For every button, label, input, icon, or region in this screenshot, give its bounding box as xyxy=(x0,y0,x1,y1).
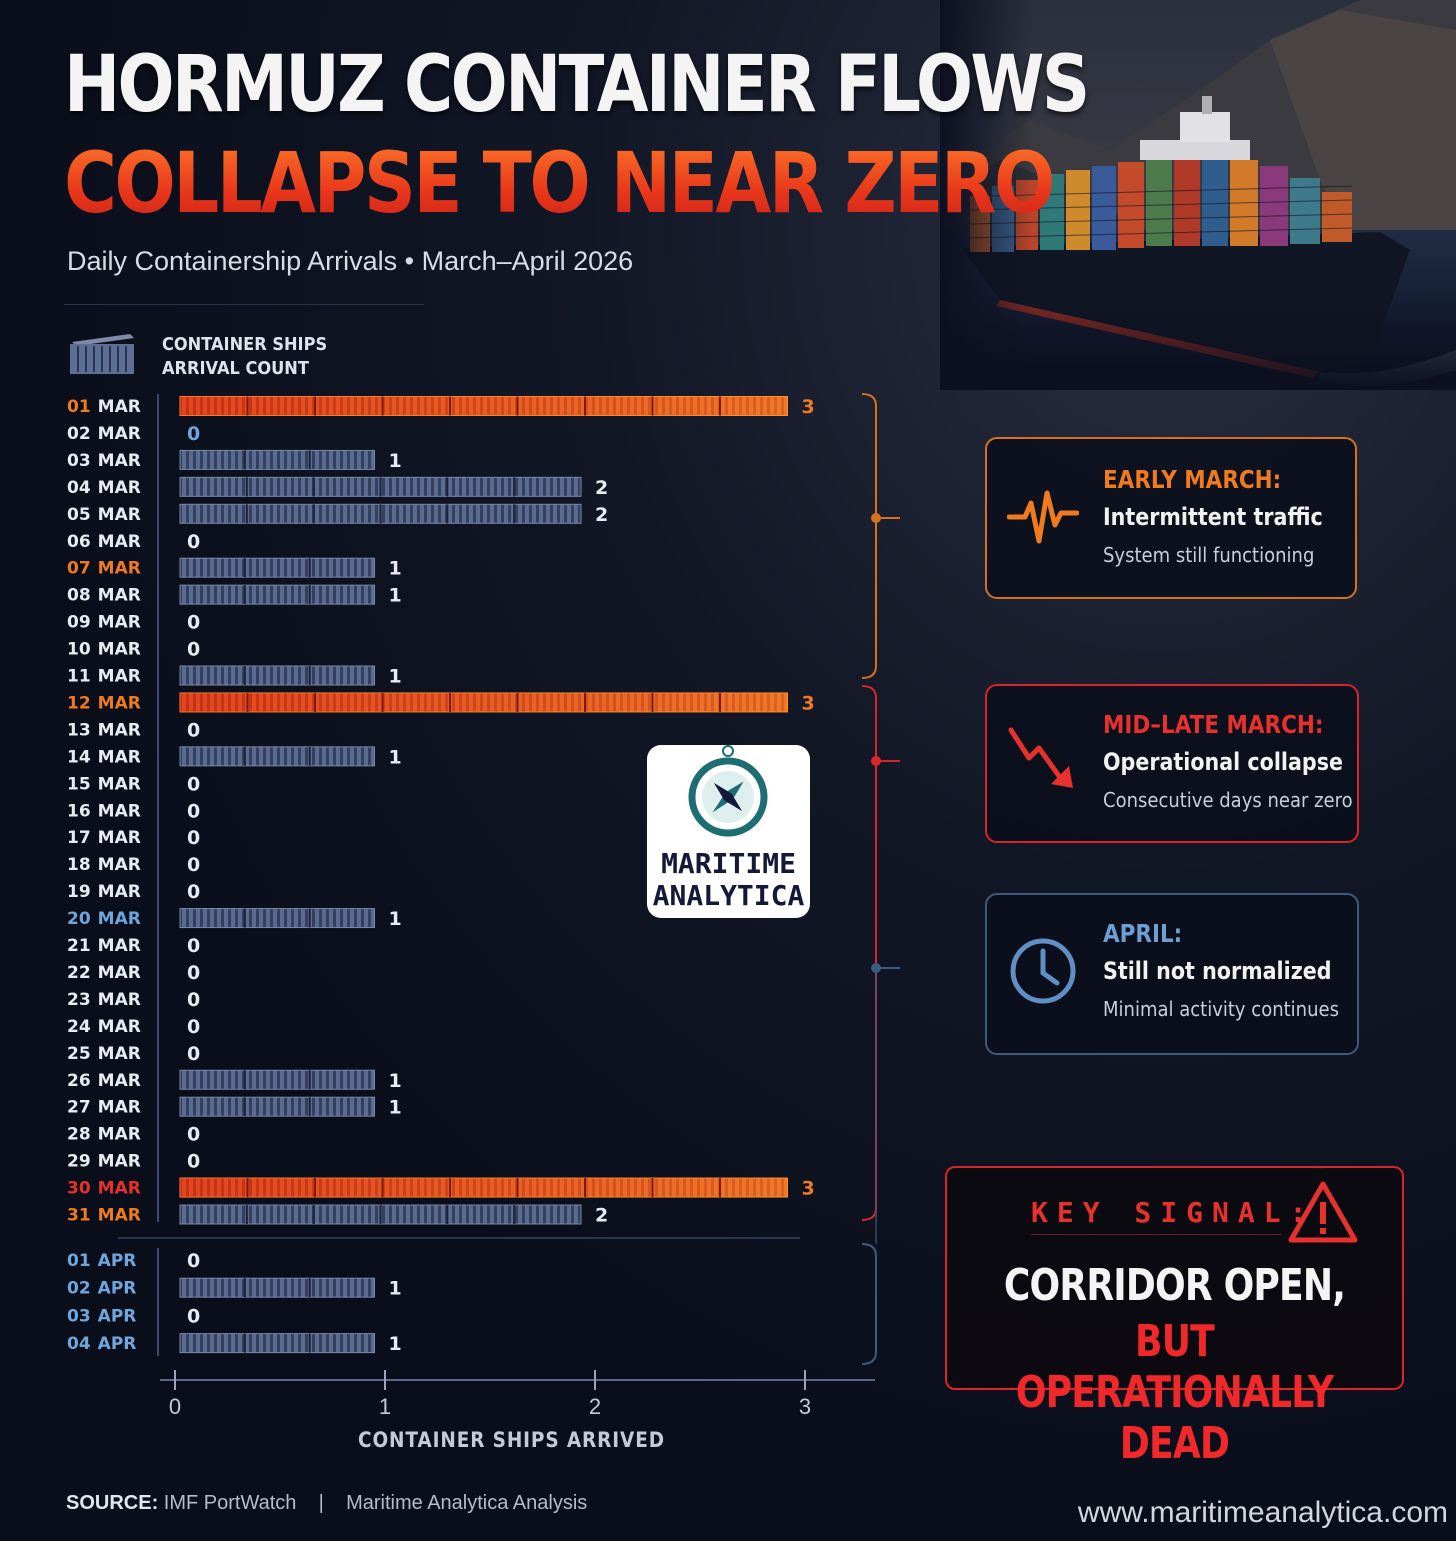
date-month: MAR xyxy=(97,531,141,552)
date-label xyxy=(67,855,141,875)
date-month: MAR xyxy=(97,720,141,741)
maritime-analytica-logo xyxy=(647,745,810,918)
date-day: 06 xyxy=(67,531,91,552)
date-month: MAR xyxy=(97,1205,141,1226)
card-mid-sub: Consecutive days near zero xyxy=(1103,788,1353,812)
date-day: 14 xyxy=(67,747,91,768)
date-label xyxy=(67,424,141,444)
date-month: MAR xyxy=(97,612,141,633)
value-label: 0 xyxy=(187,1123,201,1146)
date-label xyxy=(67,505,141,525)
date-label xyxy=(67,774,141,794)
bar xyxy=(180,1070,375,1089)
card-april-heading: APRIL: xyxy=(1103,919,1183,948)
date-month: MAR xyxy=(97,1016,141,1037)
date-label xyxy=(67,693,141,713)
value-label: 0 xyxy=(187,422,201,445)
date-day: 17 xyxy=(67,828,91,849)
title-line2: COLLAPSE TO NEAR ZERO xyxy=(64,134,1053,232)
trend-down-icon xyxy=(1007,724,1079,794)
date-day: 02 xyxy=(67,423,91,444)
legend-line2: ARRIVAL COUNT xyxy=(162,358,309,379)
source-label: SOURCE: xyxy=(66,1492,159,1514)
card-mid-line: Operational collapse xyxy=(1103,748,1343,776)
source-separator: | xyxy=(318,1492,324,1514)
bar-glow xyxy=(180,397,788,416)
date-label xyxy=(67,963,141,983)
key-signal-rule xyxy=(1031,1234,1281,1235)
value-label: 0 xyxy=(187,1305,201,1328)
date-month: MAR xyxy=(97,666,141,687)
date-day: 04 xyxy=(67,1334,91,1355)
bar xyxy=(180,1278,375,1297)
value-label: 0 xyxy=(187,881,201,904)
value-label: 0 xyxy=(187,935,201,957)
date-label xyxy=(67,747,141,767)
date-label xyxy=(67,667,141,687)
date-label xyxy=(67,478,141,498)
date-day: 19 xyxy=(67,882,91,903)
bar xyxy=(180,666,375,685)
date-day: 30 xyxy=(67,1178,91,1199)
date-day: 12 xyxy=(67,693,91,714)
date-day: 18 xyxy=(67,855,91,876)
value-label: 1 xyxy=(388,746,402,769)
date-month: APR xyxy=(97,1251,137,1271)
date-month: MAR xyxy=(97,585,141,606)
date-day: 16 xyxy=(67,801,91,822)
date-day: 01 xyxy=(67,397,91,417)
date-month: MAR xyxy=(97,882,141,903)
date-label xyxy=(67,1017,141,1037)
date-month: MAR xyxy=(97,936,141,956)
date-month: MAR xyxy=(97,1043,141,1064)
date-month: MAR xyxy=(97,1097,141,1118)
date-label xyxy=(67,882,141,902)
bar xyxy=(180,1097,375,1116)
date-month: APR xyxy=(97,1334,137,1355)
card-april-line: Still not normalized xyxy=(1103,957,1332,985)
date-month: MAR xyxy=(97,909,141,930)
value-label: 0 xyxy=(187,773,201,796)
value-label: 1 xyxy=(388,1096,402,1119)
date-month: MAR xyxy=(97,397,141,417)
date-month: MAR xyxy=(97,423,141,444)
april-bracket xyxy=(862,1244,876,1364)
date-day: 23 xyxy=(67,989,91,1010)
date-month: MAR xyxy=(97,747,141,768)
date-label xyxy=(67,397,141,417)
x-tick-label: 1 xyxy=(378,1394,392,1419)
source-value: IMF PortWatch xyxy=(163,1492,297,1514)
date-month: APR xyxy=(97,1278,137,1299)
date-label xyxy=(67,1306,136,1326)
value-label: 0 xyxy=(187,1015,201,1038)
value-label: 0 xyxy=(187,1042,201,1065)
date-month: MAR xyxy=(97,1151,141,1172)
card-mid-late-march xyxy=(985,684,1359,843)
clock-icon xyxy=(1007,935,1079,1007)
date-month: MAR xyxy=(97,693,141,714)
bar-glow xyxy=(180,693,788,712)
date-label xyxy=(67,559,141,579)
value-label: 0 xyxy=(187,719,201,742)
website-url: www.maritimeanalytica.com xyxy=(1077,1496,1448,1529)
date-day: 21 xyxy=(67,936,91,956)
bar xyxy=(180,909,375,928)
value-label: 1 xyxy=(388,584,402,607)
date-label xyxy=(67,613,141,633)
date-day: 04 xyxy=(67,477,91,498)
date-day: 15 xyxy=(67,774,91,795)
key-signal-line2: BUT OPERATIONALLY DEAD xyxy=(1015,1316,1334,1469)
bar xyxy=(180,747,375,766)
date-day: 24 xyxy=(67,1016,91,1037)
date-label xyxy=(67,532,141,552)
card-mid-heading: MID–LATE MARCH: xyxy=(1103,710,1324,739)
date-month: MAR xyxy=(97,855,141,876)
date-month: MAR xyxy=(97,801,141,822)
date-label xyxy=(67,1334,136,1354)
warning-icon xyxy=(1287,1180,1359,1244)
date-label xyxy=(67,1179,141,1199)
value-label: 2 xyxy=(595,503,609,526)
date-day: 20 xyxy=(67,909,91,930)
mid-bracket xyxy=(862,686,876,1220)
date-day: 05 xyxy=(67,504,91,525)
date-label xyxy=(67,1098,141,1118)
legend-line1: CONTAINER SHIPS xyxy=(162,334,328,355)
subtitle: Daily Containership Arrivals • March–April 2026 xyxy=(67,246,634,276)
date-month: MAR xyxy=(97,774,141,795)
x-tick-label: 0 xyxy=(168,1394,182,1419)
value-label: 1 xyxy=(388,1069,402,1092)
bar xyxy=(180,1334,375,1353)
date-month: MAR xyxy=(97,504,141,525)
value-label: 0 xyxy=(187,611,201,634)
date-month: MAR xyxy=(97,1124,141,1145)
date-label xyxy=(67,1125,141,1145)
bar xyxy=(180,450,375,469)
value-label: 1 xyxy=(388,557,402,580)
card-april xyxy=(985,893,1359,1055)
date-day: 13 xyxy=(67,720,91,741)
date-label xyxy=(67,1279,136,1299)
date-label xyxy=(67,990,141,1010)
value-label: 1 xyxy=(388,665,402,688)
date-label xyxy=(67,801,141,821)
value-label: 0 xyxy=(187,800,201,823)
date-label xyxy=(67,936,141,956)
date-day: 01 xyxy=(67,1251,91,1271)
key-signal-title: KEY SIGNAL: xyxy=(1031,1196,1316,1229)
logo-line1: MARITIME xyxy=(661,847,796,880)
source-analysis: Maritime Analytica Analysis xyxy=(346,1492,588,1514)
date-month: MAR xyxy=(97,962,141,983)
value-label: 0 xyxy=(187,961,201,984)
value-label: 3 xyxy=(801,1177,815,1200)
x-axis-title: CONTAINER SHIPS ARRIVED xyxy=(358,1428,665,1452)
card-early-march xyxy=(985,437,1357,599)
compass-icon xyxy=(647,745,810,855)
key-signal-box xyxy=(945,1166,1404,1469)
date-label xyxy=(67,720,141,740)
date-label xyxy=(67,1071,141,1091)
date-day: 10 xyxy=(67,639,91,660)
date-month: MAR xyxy=(97,477,141,498)
value-label: 0 xyxy=(187,530,201,553)
value-label: 0 xyxy=(187,854,201,877)
value-label: 0 xyxy=(187,827,201,850)
date-day: 09 xyxy=(67,612,91,633)
date-day: 29 xyxy=(67,1151,91,1172)
value-label: 2 xyxy=(595,476,609,499)
date-day: 27 xyxy=(67,1097,91,1118)
value-label: 2 xyxy=(595,1204,609,1227)
bar xyxy=(180,558,375,577)
card-april-sub: Minimal activity continues xyxy=(1103,997,1339,1021)
value-label: 3 xyxy=(801,396,815,418)
date-day: 11 xyxy=(67,666,91,687)
date-day: 28 xyxy=(67,1124,91,1145)
value-label: 1 xyxy=(388,908,402,931)
date-label xyxy=(67,909,141,929)
x-tick-label: 2 xyxy=(588,1394,602,1419)
date-day: 26 xyxy=(67,1070,91,1091)
x-tick-label: 3 xyxy=(798,1394,812,1419)
date-day: 03 xyxy=(67,1306,91,1327)
date-day: 07 xyxy=(67,558,91,579)
value-label: 1 xyxy=(388,449,402,472)
date-label xyxy=(67,640,141,660)
date-month: APR xyxy=(97,1306,137,1327)
value-label: 0 xyxy=(187,1250,201,1272)
key-signal-line1: CORRIDOR OPEN, xyxy=(1003,1260,1346,1311)
bar-glow xyxy=(180,1178,788,1197)
date-month: MAR xyxy=(97,828,141,849)
date-label xyxy=(67,1251,136,1271)
date-day: 31 xyxy=(67,1205,91,1226)
bar xyxy=(180,585,375,604)
value-label: 0 xyxy=(187,1150,201,1173)
date-day: 22 xyxy=(67,962,91,983)
date-day: 03 xyxy=(67,450,91,471)
date-label xyxy=(67,1152,141,1172)
card-early-sub: System still functioning xyxy=(1103,543,1315,567)
logo-line2: ANALYTICA xyxy=(652,879,805,912)
date-label xyxy=(67,1044,141,1064)
date-month: MAR xyxy=(97,639,141,660)
date-month: MAR xyxy=(97,1178,141,1199)
source-line xyxy=(66,1492,587,1515)
date-month: MAR xyxy=(97,989,141,1010)
early-bracket xyxy=(862,394,876,678)
date-day: 02 xyxy=(67,1278,91,1299)
card-early-line: Intermittent traffic xyxy=(1103,503,1323,531)
value-label: 1 xyxy=(388,1333,402,1356)
date-month: MAR xyxy=(97,1070,141,1091)
pulse-icon xyxy=(1007,479,1079,549)
date-month: MAR xyxy=(97,558,141,579)
card-early-heading: EARLY MARCH: xyxy=(1103,465,1282,494)
value-label: 3 xyxy=(801,692,815,715)
value-label: 0 xyxy=(187,638,201,661)
value-label: 0 xyxy=(187,988,201,1011)
value-label: 1 xyxy=(388,1277,402,1300)
date-label xyxy=(67,586,141,606)
date-label xyxy=(67,451,141,471)
date-label xyxy=(67,828,141,848)
date-label xyxy=(67,1206,141,1226)
date-month: MAR xyxy=(97,450,141,471)
date-day: 25 xyxy=(67,1043,91,1064)
date-day: 08 xyxy=(67,585,91,606)
title-line1: HORMUZ CONTAINER FLOWS xyxy=(64,40,1088,130)
